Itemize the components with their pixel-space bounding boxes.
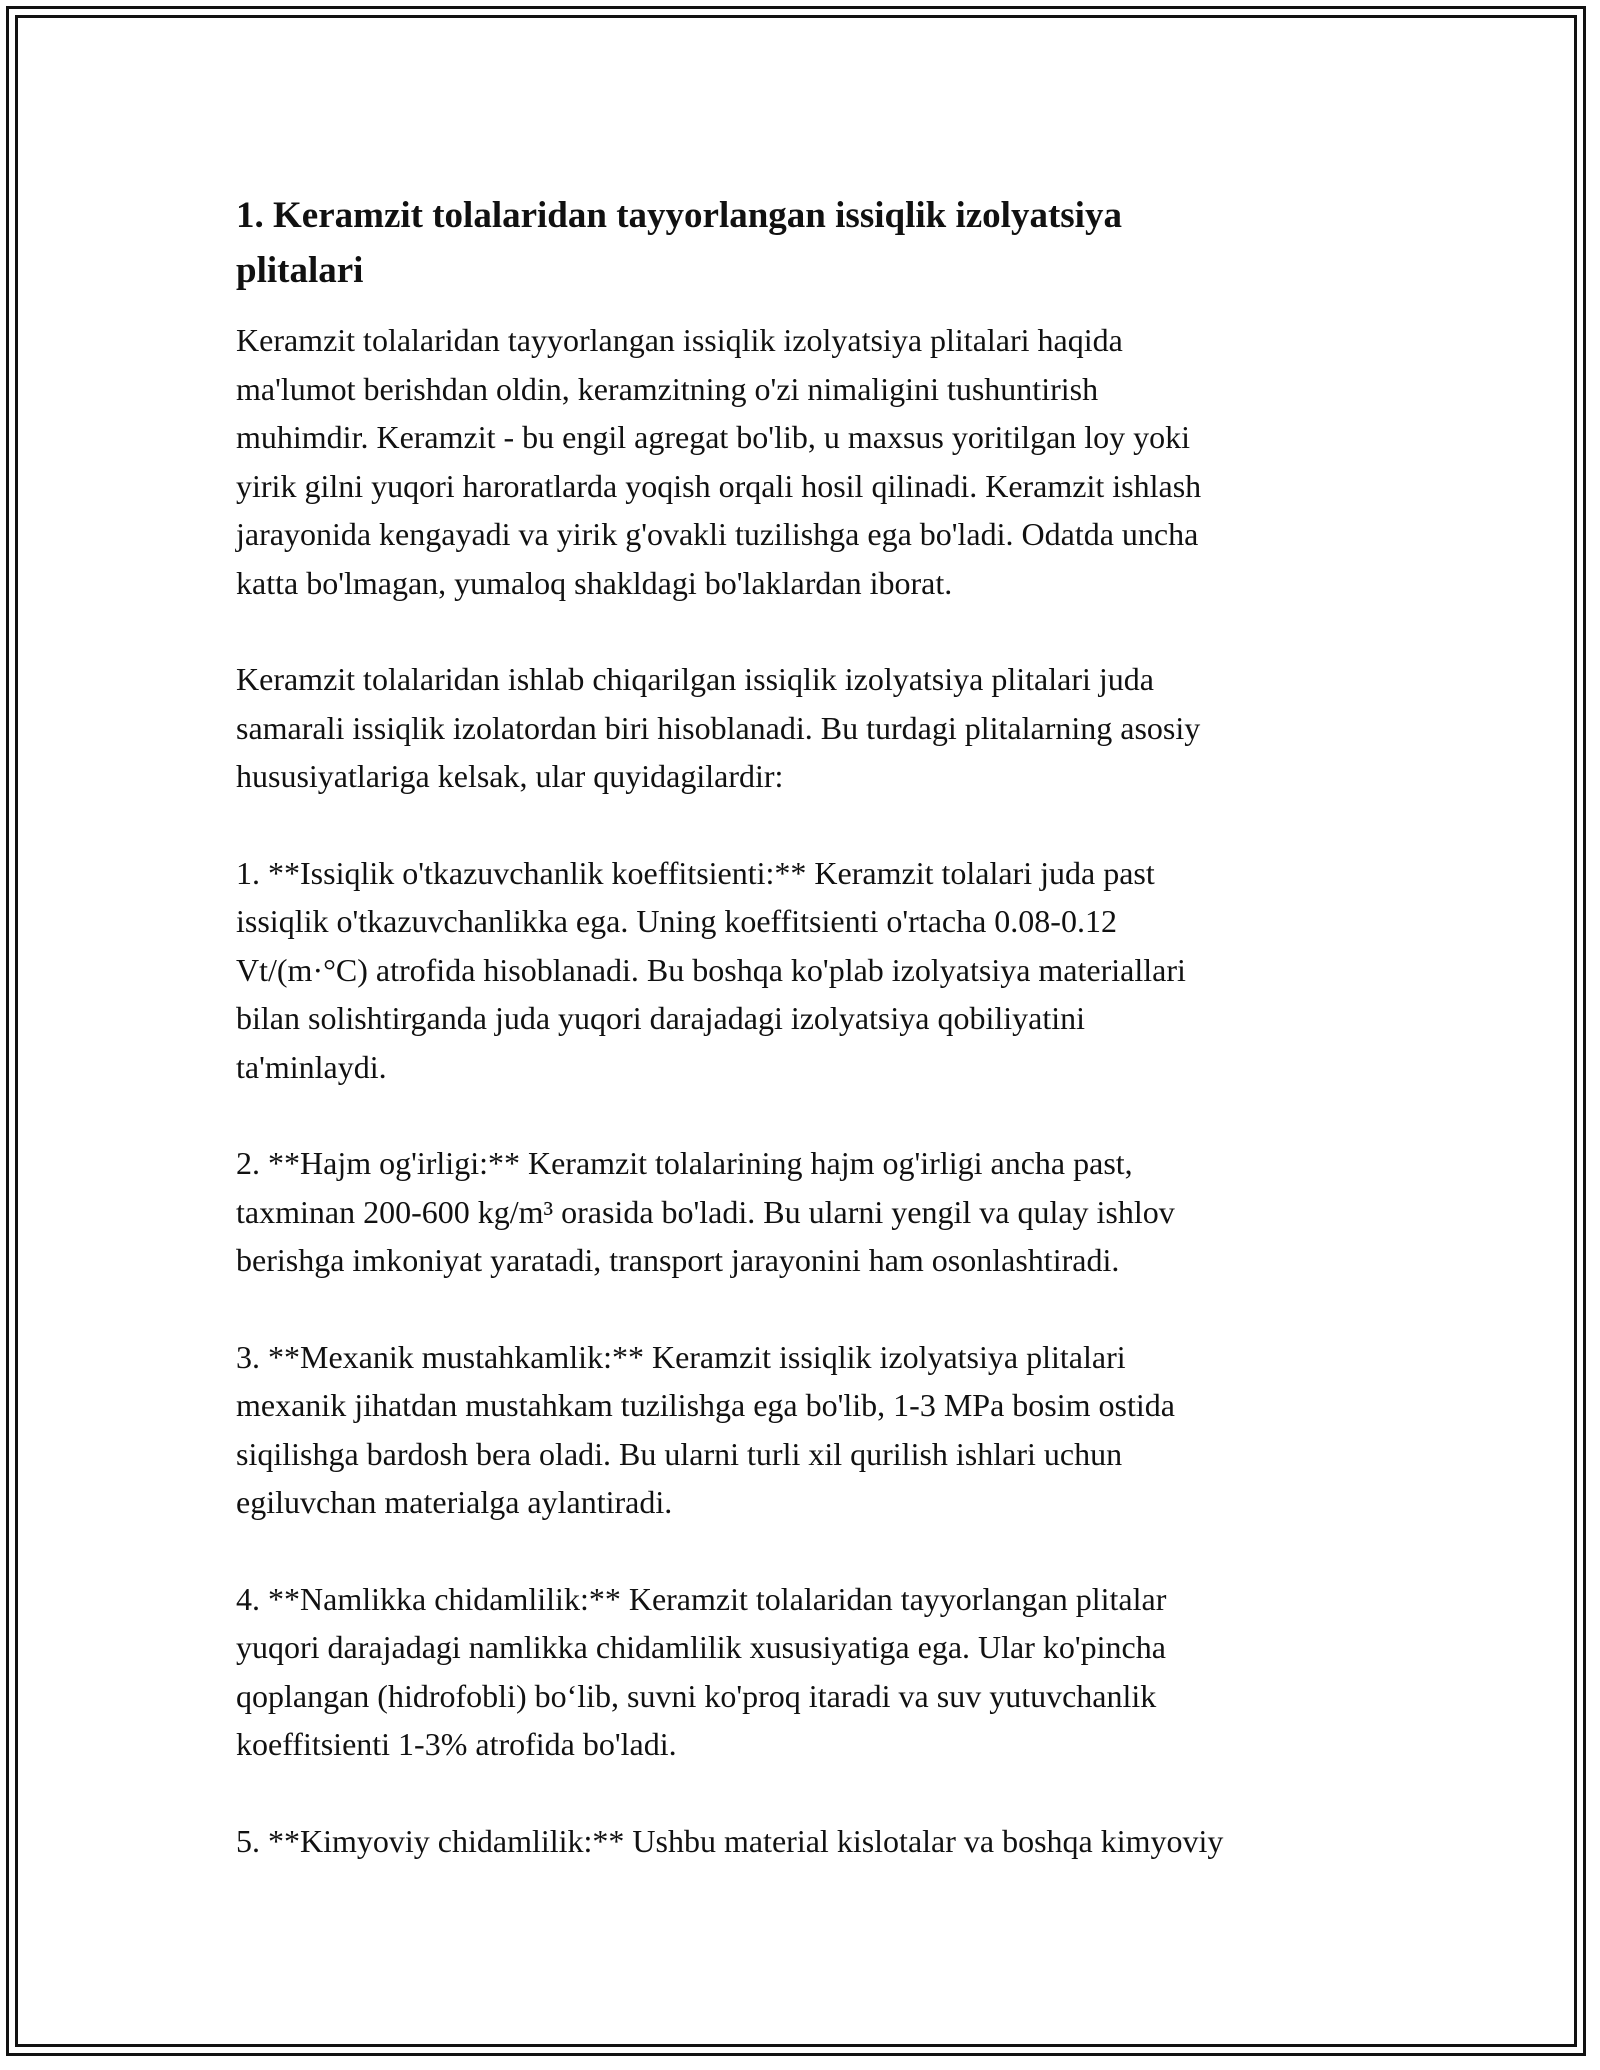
document-title: 1. Keramzit tolalaridan tayyorlangan issiqlik izolyatsiya plitalari [236, 195, 1122, 291]
paragraph-intro: Keramzit tolalaridan tayyorlangan issiqlik izolyatsiya plitalari haqida ma'lumot berishdan oldin, keramzitning o'zi nimaligini tushuntirish muhimdir. Keramzit - bu engil agregat bo'lib, u maxsus yoritilgan loy yoki yirik gilni yuqori haroratlarda yoqish orqali hosil qilinadi. Keramzit ishlash jarayonida kengayadi va yirik g'ovakli tuzilishga ega bo'ladi. Odatda uncha katta bo'lmagan, yumaloq shakldagi bo'laklardan iborat. [236, 322, 1202, 601]
list-item-chemical-resistance: 5. **Kimyoviy chidamlilik:** Ushbu material kislotalar va boshqa kimyoviy [236, 1822, 1224, 1859]
document-body [236, 188, 1386, 1865]
list-item-thermal-conductivity: 1. **Issiqlik o'tkazuvchanlik koeffitsienti:** Keramzit tolalari juda past issiqlik o'tkazuvchanlikka ega. Uning koeffitsienti o'rtacha 0.08-0.12 Vt/(m·°C) atrofida hisoblanadi. Bu boshqa ko'plab izolyatsiya materiallari bilan solishtirganda juda yuqori darajadagi izolyatsiya qobiliyatini ta'minlaydi. [236, 854, 1186, 1085]
list-item-bulk-density: 2. **Hajm og'irligi:** Keramzit tolalarining hajm og'irligi ancha past, taxminan 200-600 kg/m³ orasida bo'ladi. Bu ularni yengil va qulay ishlov berishga imkoniyat yaratadi, transport jarayonini ham osonlashtiradi. [236, 1145, 1175, 1278]
list-item-mechanical-strength: 3. **Mexanik mustahkamlik:** Keramzit issiqlik izolyatsiya plitalari mexanik jihatdan mustahkam tuzilishga ega bo'lib, 1-3 MPa bosim ostida siqilishga bardosh bera oladi. Bu ularni turli xil qurilish ishlari uchun egiluvchan materialga aylantiradi. [236, 1338, 1175, 1520]
list-item-moisture-resistance: 4. **Namlikka chidamlilik:** Keramzit tolalaridan tayyorlangan plitalar yuqori darajadagi namlikka chidamlilik xususiyatiga ega. Ular ko'pincha qoplangan (hidrofobli) bo‘lib, suvni ko'proq itaradi va suv yutuvchanlik koeffitsienti 1-3% atrofida bo'ladi. [236, 1580, 1167, 1762]
paragraph-properties-intro: Keramzit tolalaridan ishlab chiqarilgan issiqlik izolyatsiya plitalari juda samarali issiqlik izolatordan biri hisoblanadi. Bu turdagi plitalarning asosiy hususiyatlariga kelsak, ular quyidagilardir: [236, 661, 1201, 794]
